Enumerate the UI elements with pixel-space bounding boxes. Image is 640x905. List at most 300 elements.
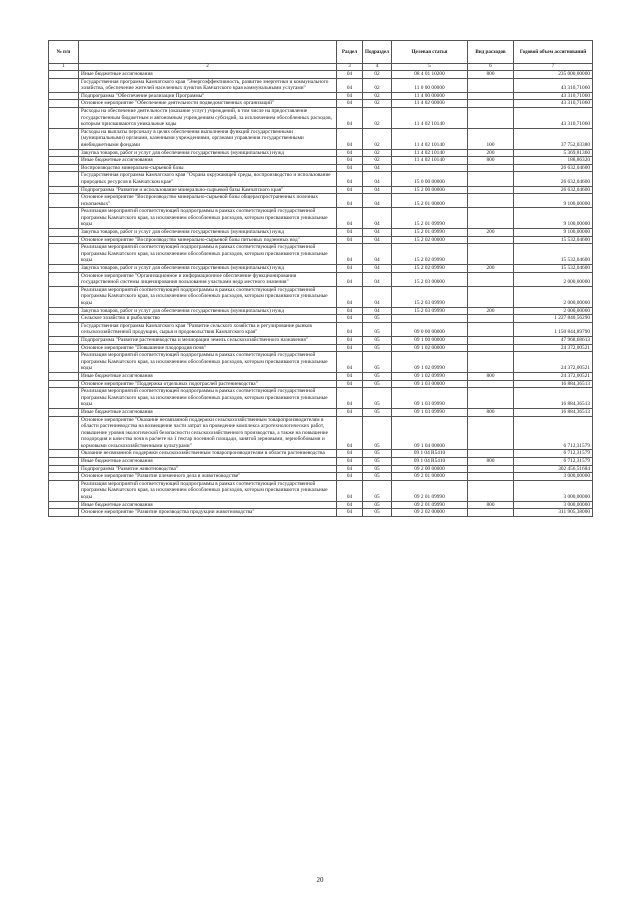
row-number — [49, 157, 79, 165]
row-number — [49, 265, 79, 273]
row-podrazdel: 05 — [363, 336, 392, 344]
row-podrazdel: 05 — [363, 344, 392, 352]
row-amount: 16 884,36513 — [514, 380, 593, 388]
row-name: Иные бюджетные ассигнования — [79, 501, 337, 509]
row-amount: 43 310,71060 — [514, 100, 593, 108]
row-amount: 1 150 844,89790 — [514, 322, 593, 336]
row-number — [49, 71, 79, 79]
row-name: Реализация мероприятий соответствующей подпрограммы в рамках соответствующей государственной программы Камчатского края, за исключением обособленных расходов, которым присваиваются уникальные коды — [79, 352, 337, 373]
row-number — [49, 315, 79, 323]
row-target-article: 11 4 02 10140 — [392, 128, 468, 149]
row-podrazdel: 04 — [363, 194, 392, 208]
row-razdel: 04 — [337, 172, 363, 186]
row-number — [49, 194, 79, 208]
row-razdel: 04 — [337, 286, 363, 307]
row-amount: 2 000,00000 — [514, 307, 593, 315]
table-row — [49, 236, 593, 244]
row-number — [49, 186, 79, 194]
row-expense-type: 100 — [468, 128, 514, 149]
row-podrazdel: 05 — [363, 322, 392, 336]
row-amount: 37 752,03380 — [514, 128, 593, 149]
row-target-article: 15 2 02 09990 — [392, 265, 468, 273]
row-podrazdel: 02 — [363, 128, 392, 149]
row-target-article: 09 1 04 R5410 — [392, 450, 468, 458]
row-name: Основное мероприятие "Оказание несвязанной поддержки сельскохозяйственным товаропроизводителям в области растениеводства на возмещение части затрат на проведение комплекса агротехнологических работ, повышение уровня экологической безопасности сельскохозяйственного производства, а также на повышение плодородия и качества почв в расчете на 1 гектар посевной площади, занятой зерновыми, зернобобовыми и кормовыми сельскохозяйственными культурами" — [79, 416, 337, 450]
row-razdel: 04 — [337, 92, 363, 100]
row-expense-type: 200 — [468, 265, 514, 273]
row-podrazdel: 04 — [363, 208, 392, 229]
row-target-article: 11 4 02 10140 — [392, 157, 468, 165]
table-row — [49, 372, 593, 380]
row-target-article: 09 2 01 09990 — [392, 501, 468, 509]
row-podrazdel: 05 — [363, 458, 392, 466]
table-row — [49, 352, 593, 373]
row-razdel: 04 — [337, 157, 363, 165]
table-row — [49, 194, 593, 208]
row-number — [49, 272, 79, 286]
row-razdel: 04 — [337, 244, 363, 265]
row-number — [49, 344, 79, 352]
table-row — [49, 315, 593, 323]
row-amount: 6 712,31579 — [514, 458, 593, 466]
row-razdel: 04 — [337, 315, 363, 323]
row-name: Иные бюджетные ассигнования — [79, 157, 337, 165]
row-podrazdel: 05 — [363, 509, 392, 517]
row-target-article: 09 1 03 09990 — [392, 408, 468, 416]
row-name: Основное мероприятие "Развитие племенного дела в животноводстве" — [79, 473, 337, 481]
row-razdel: 04 — [337, 229, 363, 237]
row-number — [49, 388, 79, 409]
row-expense-type — [468, 473, 514, 481]
row-name: Расходы на выплаты персоналу в целях обеспечения выполнения функций государственными (муниципальными) органами, казенными учреждениями, органами управления государственными внебюджетными фондами — [79, 128, 337, 149]
row-name: Закупка товаров, работ и услуг для обеспечения государственных (муниципальных) нужд — [79, 149, 337, 157]
table-row — [49, 480, 593, 501]
row-razdel: 04 — [337, 78, 363, 92]
row-target-article: 15 2 01 09990 — [392, 208, 468, 229]
row-razdel: 04 — [337, 352, 363, 373]
row-expense-type — [468, 450, 514, 458]
row-number — [49, 352, 79, 373]
table-row — [49, 473, 593, 481]
row-expense-type: 800 — [468, 501, 514, 509]
table-row — [49, 336, 593, 344]
row-target-article: 09 2 00 00000 — [392, 465, 468, 473]
row-target-article: 09 1 03 09990 — [392, 388, 468, 409]
row-razdel: 04 — [337, 372, 363, 380]
column-number: 3 — [337, 64, 363, 71]
row-number — [49, 336, 79, 344]
table-row — [49, 172, 593, 186]
row-expense-type — [468, 336, 514, 344]
row-razdel: 04 — [337, 465, 363, 473]
row-expense-type: 800 — [468, 157, 514, 165]
row-expense-type — [468, 315, 514, 323]
row-target-article: 09 1 02 00000 — [392, 344, 468, 352]
row-number — [49, 92, 79, 100]
row-expense-type — [468, 244, 514, 265]
row-target-article: 09 1 04 R5410 — [392, 458, 468, 466]
row-number — [49, 164, 79, 172]
row-expense-type — [468, 236, 514, 244]
row-expense-type — [468, 388, 514, 409]
row-podrazdel: 05 — [363, 473, 392, 481]
column-number: 5 — [392, 64, 468, 71]
table-row — [49, 71, 593, 79]
row-razdel: 04 — [337, 408, 363, 416]
row-podrazdel: 05 — [363, 352, 392, 373]
row-expense-type — [468, 208, 514, 229]
row-amount: 24 372,00521 — [514, 372, 593, 380]
row-name: Подпрограмма "Развитие и использование минерально-сырьевой базы Камчатского края" — [79, 186, 337, 194]
row-amount: 1 227 840,56290 — [514, 315, 593, 323]
row-number — [49, 509, 79, 517]
table-row — [49, 164, 593, 172]
header-razdel: Раздел — [337, 41, 363, 64]
row-expense-type — [468, 194, 514, 208]
table-row — [49, 78, 593, 92]
column-number: 4 — [363, 64, 392, 71]
row-number — [49, 149, 79, 157]
row-target-article: 15 2 02 09990 — [392, 244, 468, 265]
row-name: Закупка товаров, работ и услуг для обеспечения государственных (муниципальных) нужд — [79, 229, 337, 237]
row-podrazdel: 05 — [363, 450, 392, 458]
row-number — [49, 480, 79, 501]
row-podrazdel: 05 — [363, 416, 392, 450]
row-amount: 15 532,04600 — [514, 265, 593, 273]
row-podrazdel: 02 — [363, 71, 392, 79]
row-amount: 24 372,00521 — [514, 352, 593, 373]
row-amount: 9 100,00000 — [514, 229, 593, 237]
row-amount: 5 369,81360 — [514, 149, 593, 157]
row-number — [49, 244, 79, 265]
table-row — [49, 416, 593, 450]
row-razdel: 04 — [337, 480, 363, 501]
row-number — [49, 458, 79, 466]
row-razdel: 04 — [337, 344, 363, 352]
row-name: Основное мероприятие "Повышение плодородия почв" — [79, 344, 337, 352]
row-number — [49, 286, 79, 307]
row-target-article: 09 2 01 09990 — [392, 480, 468, 501]
row-expense-type — [468, 164, 514, 172]
row-name: Закупка товаров, работ и услуг для обеспечения государственных (муниципальных) нужд — [79, 265, 337, 273]
row-number — [49, 107, 79, 128]
row-podrazdel: 04 — [363, 244, 392, 265]
row-razdel: 04 — [337, 458, 363, 466]
row-razdel: 04 — [337, 265, 363, 273]
header-target-article: Целевая статья — [392, 41, 468, 64]
row-target-article: 08 4 01 10200 — [392, 71, 468, 79]
row-amount: 311 905,38000 — [514, 509, 593, 517]
row-name: Сельское хозяйство и рыболовство — [79, 315, 337, 323]
row-expense-type — [468, 465, 514, 473]
row-expense-type: 200 — [468, 149, 514, 157]
row-podrazdel: 04 — [363, 172, 392, 186]
row-razdel: 04 — [337, 380, 363, 388]
row-number — [49, 236, 79, 244]
row-name: Реализация мероприятий соответствующей подпрограммы в рамках соответствующей государственной программы Камчатского края, за исключением обособленных расходов, которым присваиваются уникальные коды — [79, 388, 337, 409]
row-target-article: 11 4 00 00000 — [392, 92, 468, 100]
row-number — [49, 501, 79, 509]
row-amount: 16 884,36513 — [514, 408, 593, 416]
row-podrazdel: 02 — [363, 92, 392, 100]
row-target-article — [392, 164, 468, 172]
row-expense-type — [468, 172, 514, 186]
row-amount: 9 100,00000 — [514, 208, 593, 229]
row-podrazdel: 05 — [363, 380, 392, 388]
row-razdel: 04 — [337, 501, 363, 509]
row-amount: 43 310,71060 — [514, 107, 593, 128]
row-podrazdel: 02 — [363, 100, 392, 108]
table-row — [49, 107, 593, 128]
row-name: Основное мероприятие "Развитие производства продукции животноводства" — [79, 509, 337, 517]
row-razdel: 04 — [337, 450, 363, 458]
table-row — [49, 286, 593, 307]
row-podrazdel: 05 — [363, 501, 392, 509]
table-row — [49, 501, 593, 509]
table-row — [49, 388, 593, 409]
row-target-article: 15 0 00 00000 — [392, 172, 468, 186]
row-podrazdel: 05 — [363, 408, 392, 416]
row-target-article: 15 2 01 00000 — [392, 194, 468, 208]
table-row — [49, 100, 593, 108]
row-razdel: 04 — [337, 336, 363, 344]
row-target-article: 11 4 02 10140 — [392, 149, 468, 157]
row-number — [49, 380, 79, 388]
row-expense-type — [468, 509, 514, 517]
row-razdel: 04 — [337, 509, 363, 517]
row-amount: 26 632,04600 — [514, 164, 593, 172]
row-target-article: 09 0 00 00000 — [392, 322, 468, 336]
row-target-article: 09 1 03 00000 — [392, 380, 468, 388]
page-number: 20 — [316, 876, 324, 884]
row-expense-type — [468, 286, 514, 307]
row-expense-type: 800 — [468, 458, 514, 466]
row-name: Основное мероприятие "Организационное и информационное обеспечение функционирования государственной системы лицензирования пользования участками недр местного значения" — [79, 272, 337, 286]
header-expense-type: Вид расходов — [468, 41, 514, 64]
row-razdel: 04 — [337, 473, 363, 481]
row-number — [49, 408, 79, 416]
row-expense-type — [468, 186, 514, 194]
row-razdel: 04 — [337, 236, 363, 244]
row-target-article: 15 2 03 00000 — [392, 272, 468, 286]
table-row — [49, 307, 593, 315]
row-target-article: 11 0 00 00000 — [392, 78, 468, 92]
row-name: Подпрограмма "Обеспечение реализации Программы" — [79, 92, 337, 100]
row-podrazdel: 02 — [363, 157, 392, 165]
row-expense-type — [468, 272, 514, 286]
row-expense-type: 800 — [468, 408, 514, 416]
table-row — [49, 186, 593, 194]
row-number — [49, 322, 79, 336]
row-podrazdel: 05 — [363, 372, 392, 380]
row-podrazdel: 05 — [363, 465, 392, 473]
row-number — [49, 100, 79, 108]
column-number-row — [49, 64, 593, 71]
row-number — [49, 416, 79, 450]
row-target-article: 15 2 00 00000 — [392, 186, 468, 194]
row-expense-type — [468, 380, 514, 388]
row-razdel: 04 — [337, 208, 363, 229]
row-expense-type — [468, 100, 514, 108]
row-name: Закупка товаров, работ и услуг для обеспечения государственных (муниципальных) нужд — [79, 307, 337, 315]
row-target-article — [392, 315, 468, 323]
table-row — [49, 344, 593, 352]
column-number: 1 — [49, 64, 79, 71]
row-expense-type: 800 — [468, 372, 514, 380]
row-expense-type: 200 — [468, 229, 514, 237]
table-row — [49, 458, 593, 466]
row-razdel: 04 — [337, 71, 363, 79]
row-razdel: 04 — [337, 128, 363, 149]
row-amount: 26 632,04600 — [514, 186, 593, 194]
row-podrazdel: 04 — [363, 307, 392, 315]
table-row — [49, 380, 593, 388]
row-podrazdel: 04 — [363, 265, 392, 273]
row-name: Реализация мероприятий соответствующей подпрограммы в рамках соответствующей государственной программы Камчатского края, за исключением обособленных расходов, которым присваиваются уникальные коды — [79, 208, 337, 229]
row-amount: 15 532,04600 — [514, 236, 593, 244]
row-expense-type — [468, 322, 514, 336]
row-target-article: 11 4 02 00000 — [392, 100, 468, 108]
table-row — [49, 265, 593, 273]
row-podrazdel: 05 — [363, 315, 392, 323]
row-expense-type: 800 — [468, 71, 514, 79]
row-podrazdel: 05 — [363, 388, 392, 409]
table-row — [49, 272, 593, 286]
row-number — [49, 128, 79, 149]
row-podrazdel: 02 — [363, 107, 392, 128]
row-expense-type — [468, 344, 514, 352]
row-amount: 2 000,00000 — [514, 286, 593, 307]
row-razdel: 04 — [337, 272, 363, 286]
row-name: Основное мероприятие "Воспроизводство минерально-сырьевой базы питьевых подземных вод" — [79, 236, 337, 244]
table-header — [49, 41, 593, 71]
row-target-article: 15 2 02 00000 — [392, 236, 468, 244]
row-target-article: 11 4 02 10140 — [392, 107, 468, 128]
row-amount: 9 100,00000 — [514, 194, 593, 208]
row-expense-type — [468, 78, 514, 92]
row-name: Иные бюджетные ассигнования — [79, 372, 337, 380]
row-razdel: 04 — [337, 149, 363, 157]
row-target-article: 09 2 02 00000 — [392, 509, 468, 517]
table-row — [49, 509, 593, 517]
table-row — [49, 157, 593, 165]
row-podrazdel: 04 — [363, 229, 392, 237]
row-name: Иные бюджетные ассигнования — [79, 71, 337, 79]
row-amount: 3 000,00000 — [514, 480, 593, 501]
row-podrazdel: 05 — [363, 480, 392, 501]
row-amount: 47 968,68613 — [514, 336, 593, 344]
row-amount: 16 884,36513 — [514, 388, 593, 409]
column-number: 2 — [79, 64, 337, 71]
table-row — [49, 465, 593, 473]
row-amount: 43 310,71060 — [514, 92, 593, 100]
row-name: Реализация мероприятий соответствующей подпрограммы в рамках соответствующей государственной программы Камчатского края, за исключением обособленных расходов, которым присваиваются уникальные коды — [79, 480, 337, 501]
header-annual-amount: Годовой объем ассигнований — [514, 41, 593, 64]
row-name: Государственная программа Камчатского края "Охрана окружающей среды, воспроизводство и использование природных ресурсов в Камчатском крае" — [79, 172, 337, 186]
column-number: 6 — [468, 64, 514, 71]
header-podrazdel: Подраздел — [363, 41, 392, 64]
row-number — [49, 372, 79, 380]
table-row — [49, 149, 593, 157]
row-podrazdel: 04 — [363, 164, 392, 172]
row-name: Реализация мероприятий соответствующей подпрограммы в рамках соответствующей государственной программы Камчатского края, за исключением обособленных расходов, которым присваиваются уникальные коды — [79, 244, 337, 265]
row-razdel: 04 — [337, 100, 363, 108]
row-name: Основное мероприятие "Поддержка отдельных подотраслей растениеводства" — [79, 380, 337, 388]
row-razdel: 04 — [337, 107, 363, 128]
row-expense-type — [468, 92, 514, 100]
row-amount: 235 000,00000 — [514, 71, 593, 79]
row-name: Основное мероприятие "Обеспечение деятельности подведомственных организаций" — [79, 100, 337, 108]
row-amount: 26 632,04600 — [514, 172, 593, 186]
table-row — [49, 244, 593, 265]
row-amount: 3 000,00000 — [514, 473, 593, 481]
row-razdel: 04 — [337, 186, 363, 194]
row-name: Подпрограмма "Развитие растениеводства и мелиорации земель сельскохозяйственного назначения" — [79, 336, 337, 344]
row-name: Иные бюджетные ассигнования — [79, 458, 337, 466]
row-amount: 24 372,00521 — [514, 344, 593, 352]
row-razdel: 04 — [337, 164, 363, 172]
row-amount: 188,86320 — [514, 157, 593, 165]
row-expense-type: 200 — [468, 307, 514, 315]
table-row — [49, 408, 593, 416]
row-podrazdel: 04 — [363, 186, 392, 194]
row-podrazdel: 04 — [363, 236, 392, 244]
row-podrazdel: 04 — [363, 286, 392, 307]
row-amount: 43 310,71060 — [514, 78, 593, 92]
row-target-article: 15 2 03 09990 — [392, 307, 468, 315]
row-name: Воспроизводство минерально-сырьевой базы — [79, 164, 337, 172]
table-row — [49, 450, 593, 458]
table-row — [49, 92, 593, 100]
table-row — [49, 322, 593, 336]
row-number — [49, 229, 79, 237]
row-name: Подпрограмма "Развитие животноводства" — [79, 465, 337, 473]
row-amount: 15 532,04600 — [514, 244, 593, 265]
row-razdel: 04 — [337, 416, 363, 450]
row-razdel: 04 — [337, 307, 363, 315]
row-razdel: 04 — [337, 194, 363, 208]
row-amount: 6 712,31579 — [514, 450, 593, 458]
row-target-article: 09 1 02 09990 — [392, 372, 468, 380]
row-podrazdel: 02 — [363, 78, 392, 92]
row-number — [49, 465, 79, 473]
row-expense-type — [468, 416, 514, 450]
row-name: Государственная программа Камчатского края "Развитие сельского хозяйства и регулирование рынков сельскохозяйственной продукции, сырья и продовольствия Камчатского края" — [79, 322, 337, 336]
row-target-article: 09 1 02 09990 — [392, 352, 468, 373]
row-number — [49, 450, 79, 458]
row-number — [49, 208, 79, 229]
table-body — [49, 71, 593, 517]
row-target-article: 15 2 03 09990 — [392, 286, 468, 307]
row-number — [49, 307, 79, 315]
row-target-article: 09 2 01 00000 — [392, 473, 468, 481]
row-name: Государственная программа Камчатского края "Энергоэффективность, развитие энергетики и коммунального хозяйства, обеспечение жителей населенных пунктов Камчатского края коммунальными услугами" — [79, 78, 337, 92]
table-row — [49, 208, 593, 229]
row-number — [49, 473, 79, 481]
row-podrazdel: 04 — [363, 272, 392, 286]
row-podrazdel: 02 — [363, 149, 392, 157]
row-name: Реализация мероприятий соответствующей подпрограммы в рамках соответствующей государственной программы Камчатского края, за исключением обособленных расходов, которым присваиваются уникальные коды — [79, 286, 337, 307]
row-expense-type — [468, 352, 514, 373]
row-target-article: 15 2 01 09990 — [392, 229, 468, 237]
row-name: Иные бюджетные ассигнования — [79, 408, 337, 416]
row-name: Оказание несвязанной поддержки сельскохозяйственным товаропроизводителям в области растениеводства — [79, 450, 337, 458]
header-name — [79, 41, 337, 64]
table-row — [49, 128, 593, 149]
row-amount: 6 712,31579 — [514, 416, 593, 450]
row-amount: 2 000,00000 — [514, 272, 593, 286]
row-target-article: 09 1 00 00000 — [392, 336, 468, 344]
